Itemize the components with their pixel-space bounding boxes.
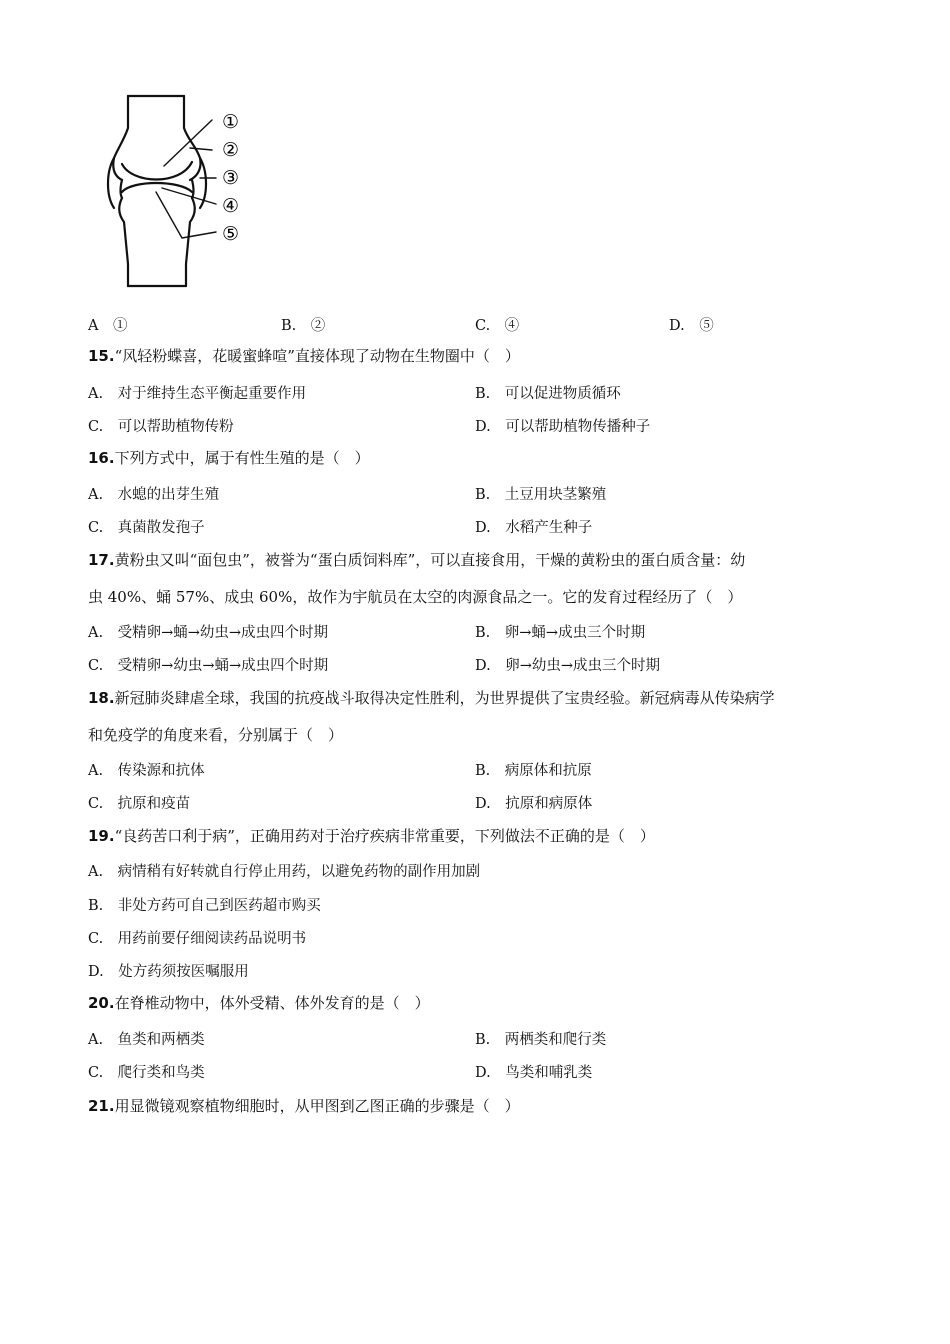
q18-number: 18. xyxy=(88,689,115,707)
q15-option-c: C. 可以帮助植物传粉 xyxy=(88,419,234,435)
q15-stem xyxy=(88,345,520,366)
q17-text-1: 黄粉虫又叫“面包虫”，被誉为“蛋白质饲料库”，可以直接食用，干燥的黄粉虫的蛋白质含量：幼 xyxy=(114,551,746,569)
label-4: ④ xyxy=(222,195,240,217)
joint-head xyxy=(122,162,192,180)
q17-stem-line1 xyxy=(88,549,745,570)
q16-option-a: A. 水螅的出芽生殖 xyxy=(88,487,220,503)
q17-stem-line2: 虫 40%、蛹 57%、成虫 60%，故作为宇航员在太空的肉源食品之一。它的发育过程经历了（ ） xyxy=(88,588,743,606)
q14-option-b: B. ② xyxy=(281,318,326,334)
q15-option-b: B. 可以促进物质循环 xyxy=(475,386,621,402)
q16-option-c: C. 真菌散发孢子 xyxy=(88,520,205,536)
q15-text: “风轻粉蝶喜，花暖蜜蜂喧”直接体现了动物在生物圈中（ ） xyxy=(114,347,520,365)
q20-option-d: D. 鸟类和哺乳类 xyxy=(475,1065,593,1081)
label-1: ① xyxy=(222,111,240,133)
q17-option-b: B. 卵→蛹→成虫三个时期 xyxy=(475,625,646,641)
q18-option-a: A. 传染源和抗体 xyxy=(88,763,205,779)
q14-option-c: C. ④ xyxy=(475,318,520,334)
label-2: ② xyxy=(222,139,240,161)
q20-option-c: C. 爬行类和鸟类 xyxy=(88,1065,205,1081)
q19-number: 19. xyxy=(88,827,115,845)
label-5: ⑤ xyxy=(222,223,240,245)
q18-stem-line2: 和免疫学的角度来看，分别属于（ ） xyxy=(88,726,344,744)
q17-option-c: C. 受精卵→幼虫→蛹→成虫四个时期 xyxy=(88,658,329,674)
q19-option-d: D. 处方药须按医嘱服用 xyxy=(88,964,249,980)
q20-option-a: A. 鱼类和两栖类 xyxy=(88,1032,205,1048)
q19-option-c: C. 用药前要仔细阅读药品说明书 xyxy=(88,931,307,947)
q16-option-b: B. 土豆用块茎繁殖 xyxy=(475,487,607,503)
upper-bone xyxy=(113,96,128,180)
q18-option-c: C. 抗原和疫苗 xyxy=(88,796,191,812)
q16-number: 16. xyxy=(88,449,115,467)
q20-number: 20. xyxy=(88,994,115,1012)
q15-number: 15. xyxy=(88,347,115,365)
q17-number: 17. xyxy=(88,551,115,569)
q16-option-d: D. 水稻产生种子 xyxy=(475,520,593,536)
q18-text-1: 新冠肺炎肆虐全球，我国的抗疫战斗取得决定性胜利，为世界提供了宝贵经验。新冠病毒从传染病学 xyxy=(114,689,775,707)
q19-option-a: A. 病情稍有好转就自行停止用药，以避免药物的副作用加剧 xyxy=(88,864,481,880)
q17-option-a: A. 受精卵→蛹→幼虫→成虫四个时期 xyxy=(88,625,329,641)
q18-stem-line1 xyxy=(88,687,775,708)
q18-option-d: D. 抗原和病原体 xyxy=(475,796,593,812)
q16-stem xyxy=(88,447,370,468)
label-3: ③ xyxy=(222,167,240,189)
q21-stem xyxy=(88,1095,520,1116)
q15-option-a: A. 对于维持生态平衡起重要作用 xyxy=(88,386,307,402)
q14-option-a: A ① xyxy=(88,318,128,334)
q19-stem xyxy=(88,825,655,846)
q20-text: 在脊椎动物中，体外受精、体外发育的是（ ） xyxy=(114,994,430,1012)
lower-bone xyxy=(119,198,128,286)
joint-diagram xyxy=(92,88,252,298)
q17-option-d: D. 卵→幼虫→成虫三个时期 xyxy=(475,658,661,674)
q19-option-b: B. 非处方药可自己到医药超市购买 xyxy=(88,898,321,914)
q18-option-b: B. 病原体和抗原 xyxy=(475,763,592,779)
joint-socket xyxy=(122,183,192,192)
q16-text: 下列方式中，属于有性生殖的是（ ） xyxy=(114,449,370,467)
q20-option-b: B. 两栖类和爬行类 xyxy=(475,1032,607,1048)
q21-text: 用显微镜观察植物细胞时，从甲图到乙图正确的步骤是（ ） xyxy=(114,1097,520,1115)
q21-number: 21. xyxy=(88,1097,115,1115)
q15-option-d: D. 可以帮助植物传播种子 xyxy=(475,419,651,435)
q19-text: “良药苦口利于病”，正确用药对于治疗疾病非常重要，下列做法不正确的是（ ） xyxy=(114,827,655,845)
q20-stem xyxy=(88,992,430,1013)
q14-option-d: D. ⑤ xyxy=(669,318,714,334)
